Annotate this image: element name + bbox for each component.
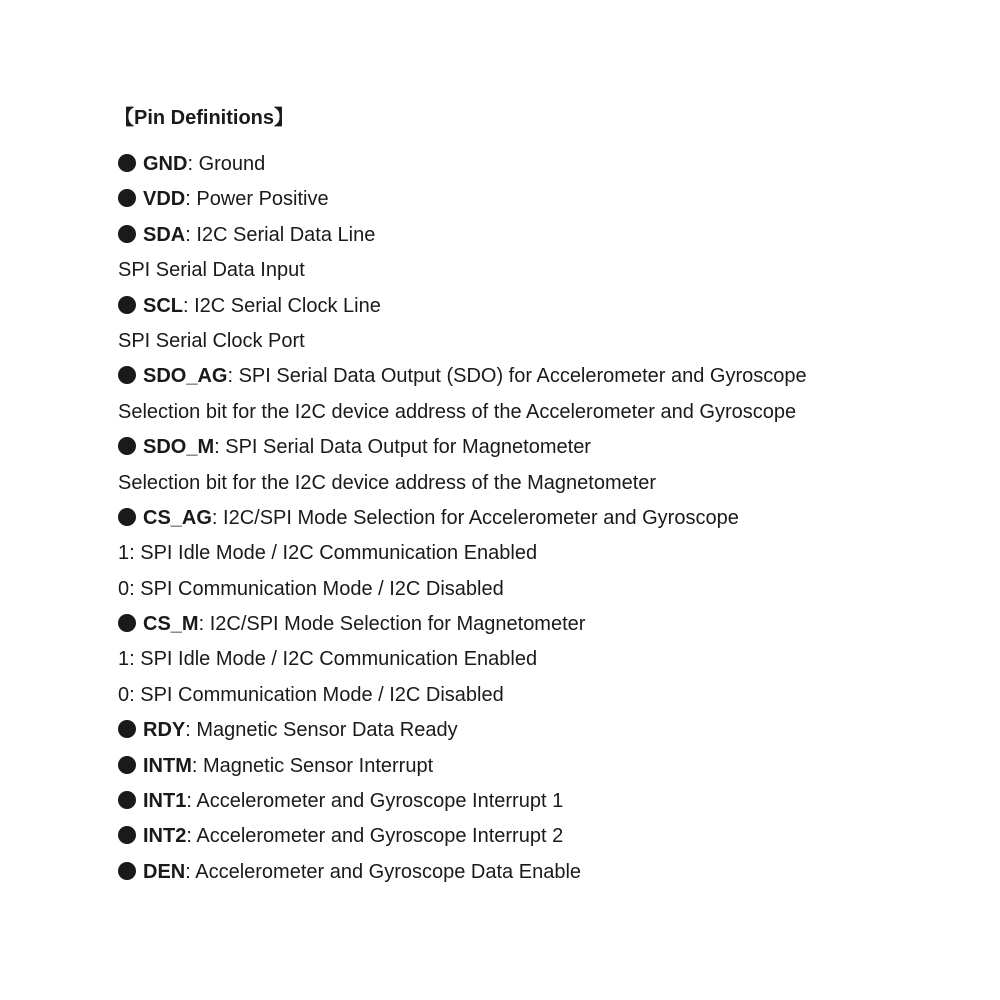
pin-name: SDO_AG (143, 365, 228, 388)
pin-name: SCL (143, 294, 183, 317)
pin-entry (118, 289, 978, 324)
pin-entry-note (118, 253, 978, 288)
pin-name: RDY (143, 719, 186, 742)
pin-description: : I2C Serial Data Line (185, 223, 376, 246)
pin-entry (118, 749, 978, 784)
pin-description: : Accelerometer and Gyroscope Interrupt 1 (186, 790, 564, 813)
pin-name: DEN (143, 860, 186, 883)
pin-description: : I2C/SPI Mode Selection for Magnetometer (198, 613, 586, 636)
pin-entry-note (118, 572, 978, 607)
pin-description: : Power Positive (185, 188, 329, 211)
pin-entry-note (118, 536, 978, 571)
pin-description: : Magnetic Sensor Interrupt (191, 754, 434, 777)
pin-entry-note (118, 678, 978, 713)
pin-description: Selection bit for the I2C device address of the Magnetometer (118, 471, 657, 494)
pin-name: CS_M (143, 613, 199, 636)
pin-description: : SPI Serial Data Output for Magnetometer (214, 436, 591, 459)
pin-entry-note (118, 466, 978, 501)
pin-description: : Accelerometer and Gyroscope Data Enable (185, 860, 582, 883)
pin-name: GND (143, 153, 188, 175)
pin-description: 1: SPI Idle Mode / I2C Communication Enabled (118, 542, 538, 565)
pin-description: SPI Serial Data Input (118, 259, 305, 282)
pin-description: Selection bit for the I2C device address of the Accelerometer and Gyroscope (118, 400, 797, 423)
pin-definitions-document (114, 100, 978, 890)
bullet-icon (118, 756, 136, 774)
pin-entry-note (118, 324, 978, 359)
pin-entry (118, 607, 978, 642)
page-title: 【Pin Definitions】 (114, 107, 294, 129)
pin-entry (118, 182, 978, 217)
pin-description: : I2C Serial Clock Line (183, 294, 381, 317)
pin-entry (118, 501, 978, 536)
pin-description: : Magnetic Sensor Data Ready (185, 719, 458, 742)
bullet-icon (118, 862, 136, 880)
pin-name: SDA (143, 223, 186, 246)
pin-entry (118, 819, 978, 854)
pin-entry (118, 430, 978, 465)
pin-description: : SPI Serial Data Output (SDO) for Accelerometer and Gyroscope (227, 365, 807, 388)
bullet-icon (118, 225, 136, 243)
pin-description: 0: SPI Communication Mode / I2C Disabled (118, 683, 504, 706)
pin-name: INT1 (143, 790, 187, 813)
pin-name: VDD (143, 188, 186, 211)
pin-name: CS_AG (143, 506, 212, 529)
pin-name: SDO_M (143, 436, 215, 459)
bullet-icon (118, 189, 136, 207)
pin-description: 1: SPI Idle Mode / I2C Communication Enabled (118, 648, 538, 671)
pin-entry-note (118, 642, 978, 677)
pin-description: : Ground (187, 153, 266, 175)
pin-entry (118, 784, 978, 819)
bullet-icon (118, 508, 136, 526)
bullet-icon (118, 296, 136, 314)
pin-description: : I2C/SPI Mode Selection for Accelerometer and Gyroscope (211, 506, 739, 529)
bullet-icon (118, 437, 136, 455)
pin-list (118, 147, 978, 890)
pin-entry (118, 147, 978, 182)
pin-name: INT2 (143, 825, 187, 848)
bullet-icon (118, 614, 136, 632)
pin-entry-note (118, 395, 978, 430)
pin-description: SPI Serial Clock Port (118, 329, 305, 352)
bullet-icon (118, 154, 136, 172)
bullet-icon (118, 720, 136, 738)
pin-entry (118, 855, 978, 890)
pin-entry (118, 713, 978, 748)
bullet-icon (118, 791, 136, 809)
pin-description: : Accelerometer and Gyroscope Interrupt 2 (186, 825, 564, 848)
pin-name: INTM (143, 754, 192, 777)
bullet-icon (118, 826, 136, 844)
pin-description: 0: SPI Communication Mode / I2C Disabled (118, 577, 504, 600)
bullet-icon (118, 366, 136, 384)
pin-entry (118, 359, 978, 394)
pin-entry (118, 218, 978, 253)
